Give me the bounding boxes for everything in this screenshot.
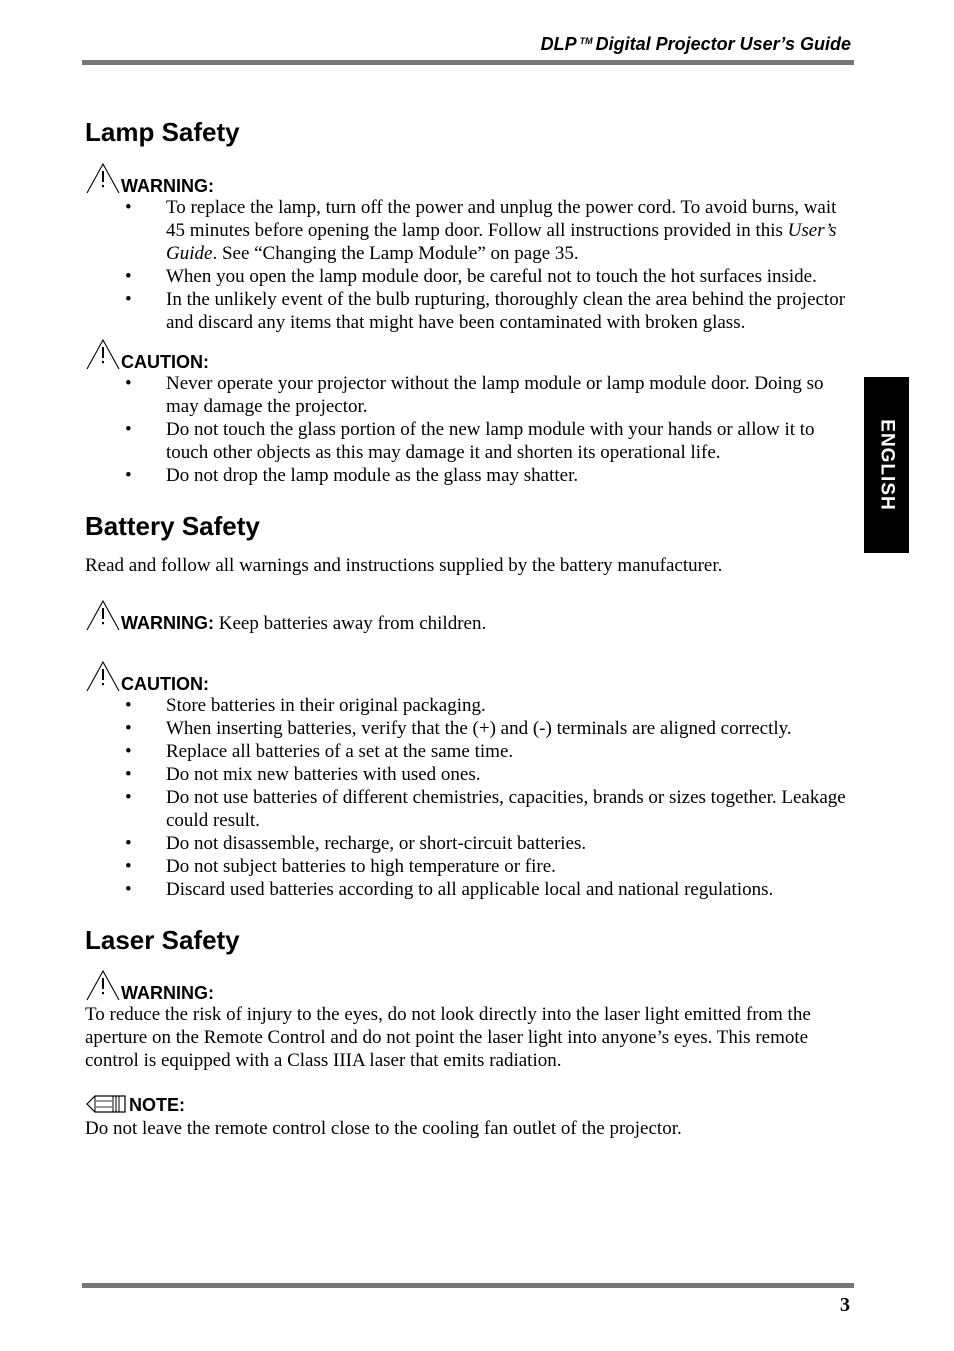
warning-triangle-icon [85,968,121,1002]
lamp-caution-list [85,372,860,487]
warning-label: WARNING: Keep batteries away from children. [121,613,487,634]
header-title: Digital Projector User’s Guide [595,34,851,54]
list-item: • Do not touch the glass portion of the new lamp module with your hands or allow it to touch other objects as this may damage it and shorten its operational life. [85,418,860,464]
laser-note-heading [85,1093,860,1117]
battery-warning-heading [85,598,860,633]
list-item: • To replace the lamp, turn off the power and unplug the power cord. To avoid burns, wait 45 minutes before opening the lamp door. Follow all instructions provided in this User’s Guide. See “Changing the Lamp Module” on page 35. [85,196,860,265]
page-number: 3 [840,1294,850,1316]
list-item: • Discard used batteries according to all applicable local and national regulations. [85,878,860,901]
laser-warning-heading [85,968,860,1003]
note-label: NOTE: [129,1095,185,1115]
language-tab [864,377,909,553]
battery-caution-list [85,694,860,901]
footer-rule [82,1283,854,1288]
header-prefix: DLP [540,34,577,54]
page-content [85,116,860,1140]
list-item: • Replace all batteries of a set at the same time. [85,740,860,763]
list-item: • Do not use batteries of different chemistries, capacities, brands or sizes together. Leakage could result. [85,786,860,832]
caution-triangle-icon [85,337,121,371]
warning-triangle-icon [85,161,121,195]
list-item: • When inserting batteries, verify that the (+) and (-) terminals are aligned correctly. [85,717,860,740]
list-item: • Do not mix new batteries with used ones. [85,763,860,786]
language-tab-label: ENGLISH [876,419,898,511]
caution-triangle-icon [85,659,121,693]
note-pencil-icon [85,1093,129,1115]
caution-label: CAUTION: [121,352,209,372]
battery-caution-heading [85,659,860,694]
list-item: • Store batteries in their original packaging. [85,694,860,717]
lamp-warning-list [85,196,860,334]
list-item: • When you open the lamp module door, be careful not to touch the hot surfaces inside. [85,265,860,288]
list-item: • Do not drop the lamp module as the glass may shatter. [85,464,860,487]
warning-label: WARNING: [121,176,214,196]
battery-intro: Read and follow all warnings and instructions supplied by the battery manufacturer. [85,555,723,576]
list-item: • Do not disassemble, recharge, or short-circuit batteries. [85,832,860,855]
battery-warning-text: Keep batteries away from children. [214,613,487,634]
section-title-battery: Battery Safety [85,511,260,541]
warning-triangle-icon [85,598,121,632]
running-header [0,34,851,55]
list-item: • In the unlikely event of the bulb rupturing, thoroughly clean the area behind the projector and discard any items that might have been contaminated with broken glass. [85,288,860,334]
section-title-lamp: Lamp Safety [85,117,240,147]
list-item: • Do not subject batteries to high temperature or fire. [85,855,860,878]
caution-label: CAUTION: [121,674,209,694]
warning-label: WARNING: [121,983,214,1003]
trademark: TM [579,36,593,46]
lamp-caution-heading [85,337,860,372]
header-rule [82,60,854,65]
section-title-laser: Laser Safety [85,925,240,955]
lamp-warning-heading [85,161,860,196]
laser-note-text: Do not leave the remote control close to the cooling fan outlet of the projector. [85,1118,682,1139]
list-item: • Never operate your projector without the lamp module or lamp module door. Doing so may damage the projector. [85,372,860,418]
laser-warning-text: To reduce the risk of injury to the eyes, do not look directly into the laser light emitted from the aperture on the Remote Control and do not point the laser light into anyone’s eyes. This remote control is equipped with a Class IIIA laser that emits radiation. [85,1004,811,1071]
